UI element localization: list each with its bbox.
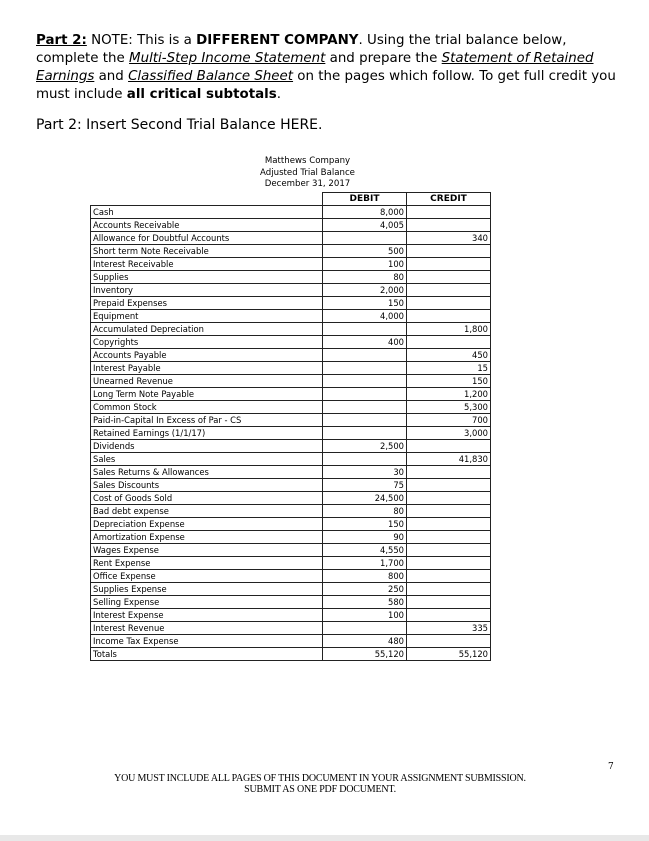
debit-amount: 150: [323, 297, 407, 310]
table-row: [91, 492, 491, 505]
debit-amount: 24,500: [323, 492, 407, 505]
footer-line-2: SUBMIT AS ONE PDF DOCUMENT.: [244, 784, 396, 795]
credit-amount: 335: [407, 622, 491, 635]
instructions-text: .: [276, 87, 281, 102]
account-name: Inventory: [91, 284, 323, 297]
account-name: Depreciation Expense: [91, 518, 323, 531]
debit-amount: 75: [323, 479, 407, 492]
debit-amount: [323, 375, 407, 388]
debit-amount: 500: [323, 245, 407, 258]
footer-line-1: YOU MUST INCLUDE ALL PAGES OF THIS DOCUMENT IN YOUR ASSIGNMENT SUBMISSION.: [114, 773, 526, 784]
credit-amount: [407, 245, 491, 258]
table-row: [91, 635, 491, 648]
account-name: Interest Revenue: [91, 622, 323, 635]
account-name: Sales Returns & Allowances: [91, 466, 323, 479]
debit-amount: [323, 414, 407, 427]
debit-amount: [323, 323, 407, 336]
account-name: Interest Payable: [91, 362, 323, 375]
debit-amount: [323, 232, 407, 245]
debit-amount: [323, 362, 407, 375]
instructions-text: and: [94, 69, 129, 84]
table-header-row: [91, 193, 491, 206]
credit-amount: 1,200: [407, 388, 491, 401]
account-name: Copyrights: [91, 336, 323, 349]
account-name: Income Tax Expense: [91, 635, 323, 648]
account-name: Common Stock: [91, 401, 323, 414]
credit-amount: 5,300: [407, 401, 491, 414]
table-row: [91, 518, 491, 531]
account-name: Allowance for Doubtful Accounts: [91, 232, 323, 245]
credit-amount: [407, 206, 491, 219]
table-row: [91, 232, 491, 245]
debit-amount: 1,700: [323, 557, 407, 570]
page-bottom-edge: [0, 835, 649, 841]
debit-amount: [323, 401, 407, 414]
table-row: [91, 271, 491, 284]
account-name: Interest Expense: [91, 609, 323, 622]
credit-amount: [407, 583, 491, 596]
submission-footer: [60, 773, 580, 795]
table-row: [91, 583, 491, 596]
debit-amount: [323, 622, 407, 635]
statement-date: December 31, 2017: [264, 179, 351, 189]
debit-amount: 2,000: [323, 284, 407, 297]
debit-amount: 8,000: [323, 206, 407, 219]
table-row: [91, 258, 491, 271]
credit-header: CREDIT: [407, 193, 491, 206]
credit-amount: [407, 466, 491, 479]
table-row: [91, 245, 491, 258]
debit-amount: 80: [323, 505, 407, 518]
credit-amount: [407, 258, 491, 271]
credit-amount: [407, 557, 491, 570]
account-name: Equipment: [91, 310, 323, 323]
credit-amount: [407, 271, 491, 284]
debit-amount: 150: [323, 518, 407, 531]
account-name: Supplies: [91, 271, 323, 284]
table-row: [91, 531, 491, 544]
credit-amount: 150: [407, 375, 491, 388]
retained-earnings-reference: Statement of Retained Earnings: [36, 51, 594, 84]
table-row: [91, 544, 491, 557]
credit-amount: 450: [407, 349, 491, 362]
debit-amount: 100: [323, 258, 407, 271]
credit-amount: [407, 518, 491, 531]
table-row: [91, 440, 491, 453]
account-name: Wages Expense: [91, 544, 323, 557]
credit-amount: 1,800: [407, 323, 491, 336]
page-number: 7: [608, 762, 614, 772]
table-row: [91, 219, 491, 232]
credit-amount: 700: [407, 414, 491, 427]
table-row: [91, 388, 491, 401]
different-company-emphasis: DIFFERENT COMPANY: [196, 33, 359, 48]
account-name: Amortization Expense: [91, 531, 323, 544]
trial-balance-table: [90, 192, 491, 661]
credit-amount: [407, 544, 491, 557]
account-name: Short term Note Receivable: [91, 245, 323, 258]
debit-amount: [323, 388, 407, 401]
debit-amount: 480: [323, 635, 407, 648]
credit-amount: [407, 492, 491, 505]
table-row: [91, 479, 491, 492]
credit-amount: [407, 297, 491, 310]
debit-amount: [323, 349, 407, 362]
debit-amount: 400: [323, 336, 407, 349]
income-statement-reference: Multi-Step Income Statement: [129, 51, 326, 66]
account-name: Retained Earnings (1/1/17): [91, 427, 323, 440]
trial-balance-header: [240, 156, 375, 191]
account-name: Selling Expense: [91, 596, 323, 609]
debit-amount: 2,500: [323, 440, 407, 453]
account-name: Unearned Revenue: [91, 375, 323, 388]
table-row: [91, 362, 491, 375]
account-name: Cost of Goods Sold: [91, 492, 323, 505]
account-name: Totals: [91, 648, 323, 661]
table-row: [91, 414, 491, 427]
table-row: [91, 427, 491, 440]
company-name: Matthews Company: [264, 156, 351, 166]
credit-amount: [407, 505, 491, 518]
account-name: Supplies Expense: [91, 583, 323, 596]
debit-amount: 80: [323, 271, 407, 284]
account-name: Long Term Note Payable: [91, 388, 323, 401]
instructions-text: NOTE: This is a: [86, 33, 197, 48]
account-name: Paid-in-Capital In Excess of Par - CS: [91, 414, 323, 427]
table-row: [91, 206, 491, 219]
credit-amount: 41,830: [407, 453, 491, 466]
table-row: [91, 648, 491, 661]
statement-title: Adjusted Trial Balance: [260, 167, 355, 178]
table-row: [91, 609, 491, 622]
credit-amount: [407, 635, 491, 648]
trial-balance-body: [91, 206, 491, 661]
debit-amount: 90: [323, 531, 407, 544]
account-name: Bad debt expense: [91, 505, 323, 518]
debit-amount: [323, 427, 407, 440]
account-header-blank: [91, 193, 323, 206]
table-row: [91, 336, 491, 349]
all-critical-subtotals-emphasis: all critical subtotals: [126, 87, 277, 102]
account-name: Cash: [91, 206, 323, 219]
table-row: [91, 349, 491, 362]
account-name: Sales: [91, 453, 323, 466]
instructions-text: on the pages which follow. To get full credit you must include: [36, 69, 616, 102]
table-row: [91, 453, 491, 466]
credit-amount: [407, 310, 491, 323]
table-row: [91, 622, 491, 635]
account-name: Accumulated Depreciation: [91, 323, 323, 336]
instructions-paragraph: [36, 32, 616, 104]
credit-amount: 55,120: [407, 648, 491, 661]
instructions-text: . Using the trial balance below, complete the: [36, 33, 567, 66]
credit-amount: [407, 479, 491, 492]
table-row: [91, 297, 491, 310]
credit-amount: 15: [407, 362, 491, 375]
debit-amount: 800: [323, 570, 407, 583]
account-name: Interest Receivable: [91, 258, 323, 271]
table-row: [91, 505, 491, 518]
table-row: [91, 466, 491, 479]
table-row: [91, 323, 491, 336]
table-row: [91, 284, 491, 297]
debit-amount: 55,120: [323, 648, 407, 661]
account-name: Rent Expense: [91, 557, 323, 570]
section-subheading: Part 2: Insert Second Trial Balance HERE.: [36, 117, 323, 133]
account-name: Prepaid Expenses: [91, 297, 323, 310]
debit-header: DEBIT: [323, 193, 407, 206]
table-row: [91, 557, 491, 570]
account-name: Office Expense: [91, 570, 323, 583]
table-row: [91, 570, 491, 583]
debit-amount: 4,000: [323, 310, 407, 323]
account-name: Accounts Receivable: [91, 219, 323, 232]
credit-amount: [407, 609, 491, 622]
instructions-text: and prepare the: [325, 51, 442, 66]
account-name: Accounts Payable: [91, 349, 323, 362]
debit-amount: 100: [323, 609, 407, 622]
debit-amount: 30: [323, 466, 407, 479]
table-row: [91, 375, 491, 388]
credit-amount: [407, 570, 491, 583]
account-name: Dividends: [91, 440, 323, 453]
credit-amount: [407, 219, 491, 232]
table-row: [91, 401, 491, 414]
credit-amount: [407, 440, 491, 453]
part-label: Part 2:: [36, 33, 87, 48]
table-row: [91, 310, 491, 323]
debit-amount: 580: [323, 596, 407, 609]
credit-amount: 3,000: [407, 427, 491, 440]
debit-amount: 4,550: [323, 544, 407, 557]
account-name: Sales Discounts: [91, 479, 323, 492]
credit-amount: 340: [407, 232, 491, 245]
credit-amount: [407, 336, 491, 349]
credit-amount: [407, 596, 491, 609]
debit-amount: 4,005: [323, 219, 407, 232]
debit-amount: [323, 453, 407, 466]
table-row: [91, 596, 491, 609]
credit-amount: [407, 284, 491, 297]
credit-amount: [407, 531, 491, 544]
balance-sheet-reference: Classified Balance Sheet: [128, 69, 294, 84]
debit-amount: 250: [323, 583, 407, 596]
